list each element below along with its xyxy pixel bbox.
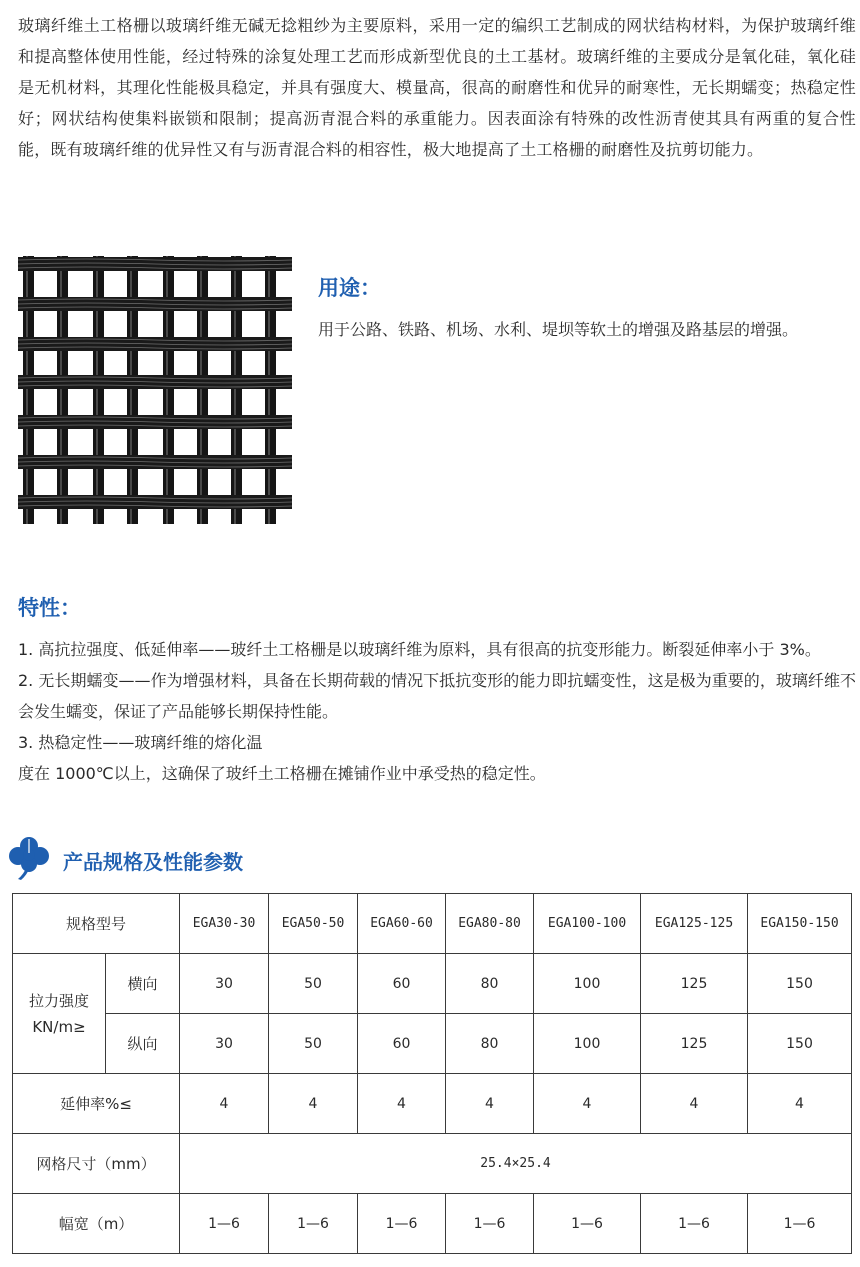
table-cell: 4 — [446, 1074, 534, 1134]
model-cell: EGA80-80 — [446, 894, 534, 954]
tensile-label-line2: KN/m≥ — [32, 1017, 86, 1036]
table-cell: 60 — [358, 1014, 446, 1074]
features-heading: 特性： — [18, 596, 81, 620]
table-cell: 100 — [534, 1014, 641, 1074]
table-cell: 150 — [748, 1014, 852, 1074]
table-row-elongation — [13, 1074, 852, 1134]
feature-item-3-continued: 度在 1000℃以上，这确保了玻纤土工格栅在摊铺作业中承受热的稳定性。 — [18, 764, 546, 783]
table-cell: 125 — [641, 954, 748, 1014]
mesh-label: 网格尺寸（mm） — [13, 1134, 180, 1194]
table-cell: 80 — [446, 1014, 534, 1074]
table-cell: 4 — [180, 1074, 269, 1134]
table-row-longitudinal — [13, 1014, 852, 1074]
table-cell: 4 — [358, 1074, 446, 1134]
table-cell: 30 — [180, 954, 269, 1014]
table-cell: 150 — [748, 954, 852, 1014]
table-row-width — [13, 1194, 852, 1254]
table-row-mesh — [13, 1134, 852, 1194]
width-label: 幅宽（m） — [13, 1194, 180, 1254]
tensile-label-line1: 拉力强度 — [28, 991, 89, 1010]
table-cell: 1—6 — [446, 1194, 534, 1254]
feature-item-2: 2. 无长期蠕变——作为增强材料，具备在长期荷载的情况下抵抗变形的能力即抗蠕变性，这是极为重要的，玻璃纤维不会发生蠕变，保证了产品能够长期保持性能。 — [18, 671, 856, 721]
table-cell: 4 — [641, 1074, 748, 1134]
table-cell: 1—6 — [534, 1194, 641, 1254]
model-cell: EGA125-125 — [641, 894, 748, 954]
table-row-models — [13, 894, 852, 954]
table-cell: 4 — [748, 1074, 852, 1134]
table-cell: 100 — [534, 954, 641, 1014]
table-cell: 50 — [269, 1014, 358, 1074]
clover-icon — [8, 836, 50, 880]
table-cell: 1—6 — [269, 1194, 358, 1254]
header-label: 规格型号 — [13, 894, 180, 954]
usage-heading: 用途： — [318, 276, 381, 300]
geogrid-product-photo — [18, 254, 292, 528]
mesh-value: 25.4×25.4 — [180, 1134, 852, 1194]
table-cell: 60 — [358, 954, 446, 1014]
spec-table — [12, 893, 852, 1254]
spec-title: 产品规格及性能参数 — [63, 850, 243, 874]
table-cell: 1—6 — [180, 1194, 269, 1254]
model-cell: EGA50-50 — [269, 894, 358, 954]
features-list — [18, 634, 856, 789]
feature-item-1: 1. 高抗拉强度、低延伸率——玻纤土工格栅是以玻璃纤维为原料，具有很高的抗变形能力。断裂延伸率小于 3%。 — [18, 640, 821, 659]
table-cell: 50 — [269, 954, 358, 1014]
model-cell: EGA150-150 — [748, 894, 852, 954]
table-cell: 4 — [269, 1074, 358, 1134]
transverse-label: 横向 — [106, 954, 180, 1014]
usage-text: 用于公路、铁路、机场、水利、堤坝等软土的增强及路基层的增强。 — [318, 320, 799, 339]
model-cell: EGA60-60 — [358, 894, 446, 954]
elongation-label: 延伸率%≤ — [13, 1074, 180, 1134]
table-cell: 4 — [534, 1074, 641, 1134]
table-row-transverse — [13, 954, 852, 1014]
tensile-label — [13, 954, 106, 1074]
intro-paragraph: 玻璃纤维土工格栅以玻璃纤维无碱无捻粗纱为主要原料，采用一定的编织工艺制成的网状结构材料，为保护玻璃纤维和提高整体使用性能，经过特殊的涂复处理工艺而形成新型优良的土工基材。玻璃纤维的主要成分是氧化硅，氧化硅是无机材料，其理化性能极具稳定，并具有强度大、模量高，很高的耐磨性和优异的耐寒性，无长期蠕变；热稳定性好；网状结构使集料嵌锁和限制；提高沥青混合料的承重能力。因表面涂有特殊的改性沥青使其具有两重的复合性能，既有玻璃纤维的优异性又有与沥青混合料的相容性，极大地提高了土工格栅的耐磨性及抗剪切能力。 — [18, 16, 856, 159]
table-cell: 1—6 — [641, 1194, 748, 1254]
table-cell: 30 — [180, 1014, 269, 1074]
model-cell: EGA100-100 — [534, 894, 641, 954]
feature-item-3: 3. 热稳定性——玻璃纤维的熔化温 — [18, 733, 263, 752]
longitudinal-label: 纵向 — [106, 1014, 180, 1074]
table-cell: 80 — [446, 954, 534, 1014]
table-cell: 1—6 — [748, 1194, 852, 1254]
model-cell: EGA30-30 — [180, 894, 269, 954]
table-cell: 1—6 — [358, 1194, 446, 1254]
table-cell: 125 — [641, 1014, 748, 1074]
